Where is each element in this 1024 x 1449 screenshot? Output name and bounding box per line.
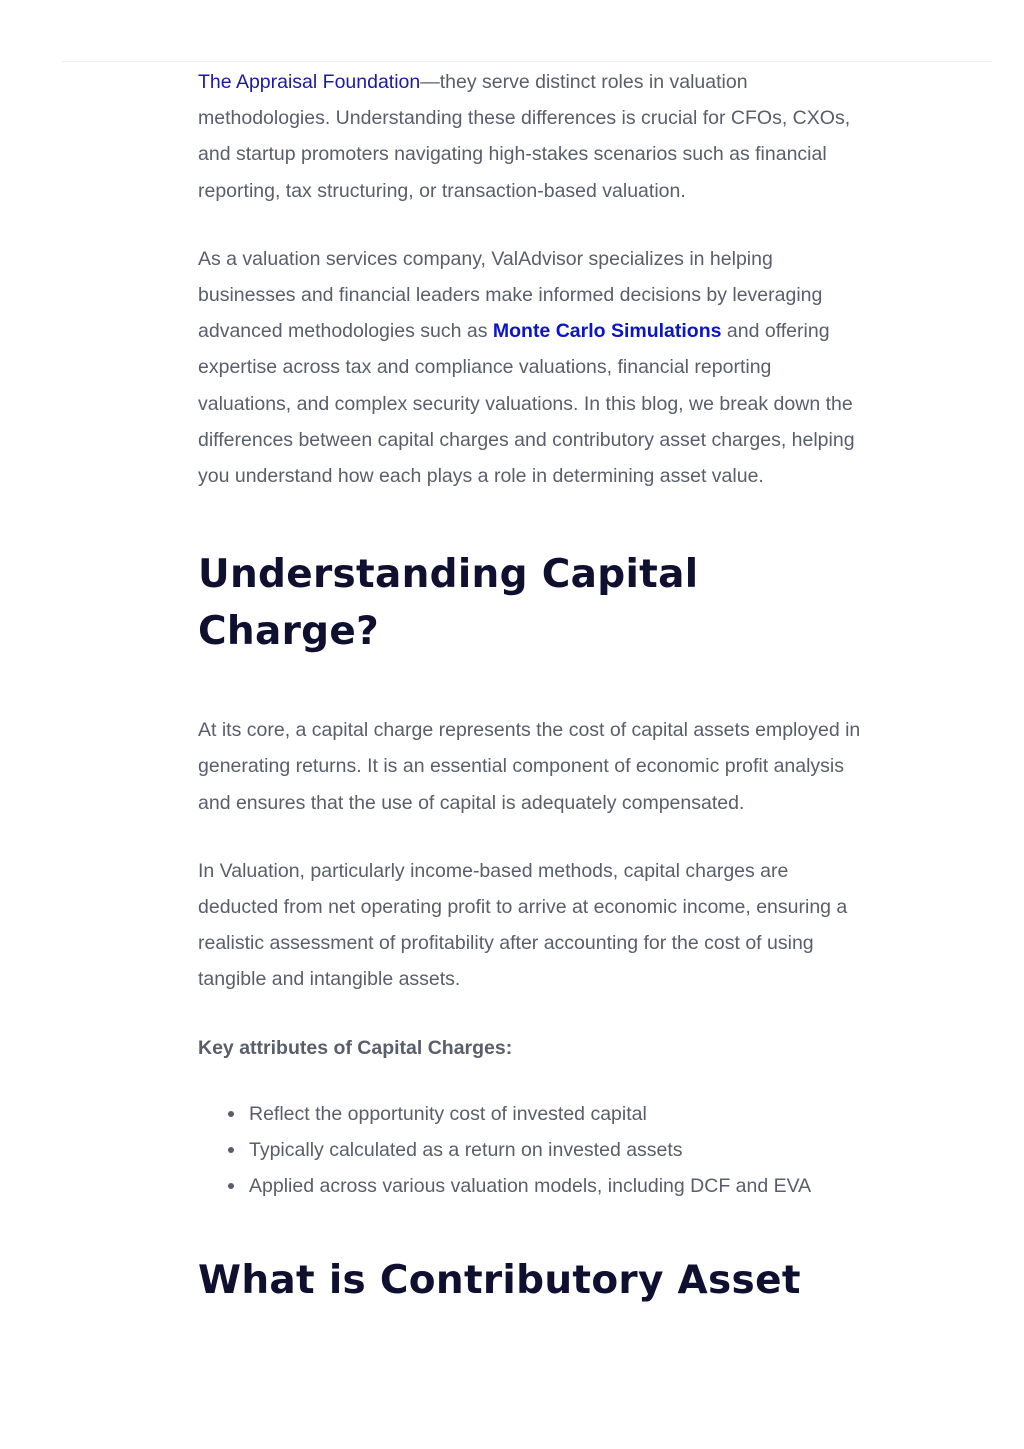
capital-charge-heading (198, 546, 868, 660)
capital-charge-heading-line2: Charge? (198, 609, 380, 655)
attributes-list (198, 1096, 868, 1205)
list-item: Reflect the opportunity cost of invested capital (249, 1096, 868, 1132)
contributory-asset-heading: What is Contributory Asset (198, 1258, 801, 1304)
header-divider (62, 61, 992, 62)
capital-charge-definition: At its core, a capital charge represents the cost of capital assets employed in generating returns. It is an essential component of economic profit analysis and ensures that the use of capital is adequately compensated. (198, 719, 861, 814)
appraisal-foundation-link[interactable]: The Appraisal Foundation (198, 71, 421, 93)
intro-paragraph (198, 64, 868, 209)
monte-carlo-link[interactable]: Monte Carlo Simulations (492, 320, 722, 343)
article-body (198, 64, 868, 1361)
list-item: Typically calculated as a return on invested assets (249, 1132, 868, 1168)
company-paragraph (198, 241, 868, 494)
company-text-after: and offering expertise across tax and compliance valuations, financial reporting valuations, and complex security valuations. In this blog, we break down the differences between capital charges and contributory asset charges, helping you understand how each plays a role in determining asset value. (198, 320, 855, 488)
intro-text: —they serve distinct roles in valuation methodologies. Understanding these differences is crucial for CFOs, CXOs, and startup promoters navigating high-stakes scenarios such as financial reporting, tax structuring, or transaction-based valuation. (198, 71, 851, 202)
key-attributes-label: Key attributes of Capital Charges: (198, 1036, 513, 1059)
company-text-before: As a valuation services company, ValAdvisor specializes in helping businesses and financial leaders make informed decisions by leveraging advanced methodologies such as (198, 247, 823, 343)
list-item: Applied across various valuation models, including DCF and EVA (249, 1168, 868, 1204)
capital-charge-valuation: In Valuation, particularly income-based methods, capital charges are deducted from net operating profit to arrive at economic income, ensuring a realistic assessment of profitability after accounting for the cost of using tangible and intangible assets. (198, 859, 848, 991)
capital-charge-heading-line1: Understanding Capital (198, 552, 699, 598)
